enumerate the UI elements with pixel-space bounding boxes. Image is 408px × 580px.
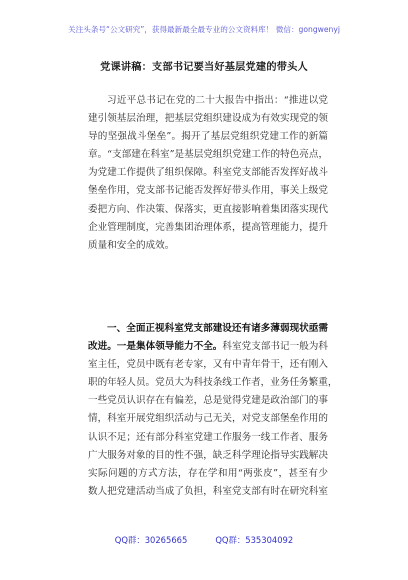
footer-contact — [0, 534, 408, 546]
paragraph-line: 企业管理制度，完善集团治理体系，提高管理能力，提升 — [88, 221, 328, 233]
paragraph-line: 室主任，党员中既有老专家，又有中青年骨干，还有刚入 — [88, 359, 328, 371]
paragraph-line: 建引领基层治理，把基层党组织建设成为有效实现党的领 — [88, 113, 328, 125]
footer-qq-group-2: QQ群：535304092 — [215, 535, 294, 545]
paragraph-line: 广大服务对象的目的性不强，缺乏科学理论指导实践解决 — [88, 449, 328, 461]
paragraph-line: 为党建工作提供了组织保障。科室党支部能否发挥好战斗 — [88, 167, 328, 179]
paragraph-line-tail: 科室党支部书记一般为科 — [222, 341, 329, 353]
header-promo-note: 关注头条号“公文研究”，获得最新最全最专业的公文资料库！ 微信：gongwenyj — [68, 25, 340, 34]
paragraph-line: 质量和安全的成效。 — [88, 239, 175, 251]
paragraph-line: 数人把党建活动当成了负担，科室党支部有时在研究科室 — [88, 485, 328, 497]
paragraph-line: 堡垒作用，党支部书记能否发挥好带头作用，事关上级党 — [88, 185, 328, 197]
footer-qq-group-1: QQ群：30265665 — [114, 535, 188, 545]
paragraph-line: 情，科室开展党组织活动与己无关，对党支部堡垒作用的 — [88, 413, 328, 425]
paragraph-line: 认识不足；还有部分科室党建工作服务一线工作者、服务 — [88, 431, 328, 443]
section-heading: 一、全面正视科室党支部建设还有诸多薄弱现状亟需 — [107, 323, 328, 334]
intro-paragraph — [88, 92, 328, 255]
section-one-paragraph — [88, 320, 338, 501]
section-subheading: 改进。一是集体领导能力不全。 — [88, 341, 223, 353]
paragraph-line: 习近平总书记在党的二十大报告中指出：“推进以党 — [107, 95, 328, 106]
paragraph-line: 委把方向、作决策、保落实，更直接影响着集团落实现代 — [88, 203, 328, 215]
paragraph-line — [88, 338, 328, 356]
document-title: 党课讲稿：支部书记要当好基层党建的带头人 — [100, 61, 308, 73]
paragraph-line: 导的坚强战斗堡垒”。揭开了基层党组织党建工作的新篇 — [88, 131, 328, 143]
paragraph-line: 章。“支部建在科室”是基层党组织党建工作的特色亮点， — [88, 149, 329, 161]
paragraph-line: 实际问题的方式方法，存在学和用“两张皮”，甚至有少 — [88, 467, 328, 479]
paragraph-line: 职的年轻人员。党员大为科技条线工作者，业务任务繁重， — [88, 377, 338, 389]
paragraph-line: 一些党员认识存在有偏差，总是觉得党建是政治部门的事 — [88, 395, 328, 407]
